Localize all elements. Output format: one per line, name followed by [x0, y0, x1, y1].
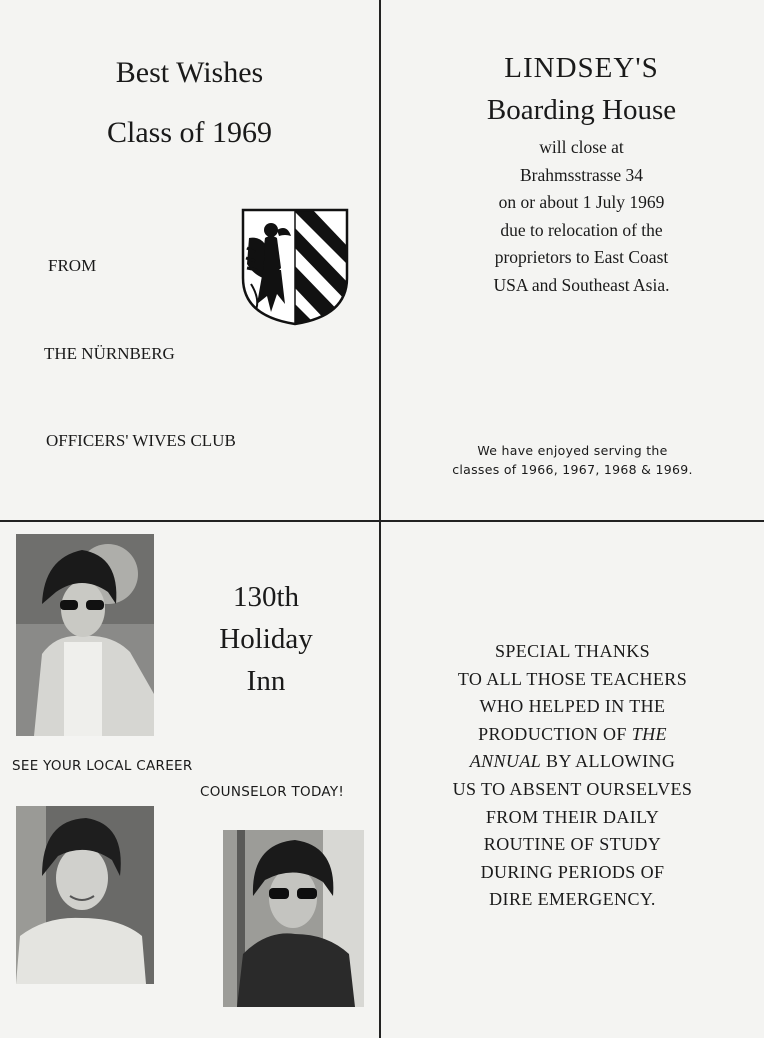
thanks-line: FROM THEIR DAILY: [485, 806, 660, 827]
holiday-inn-title: [196, 576, 336, 702]
title-line: Inn: [246, 665, 286, 697]
closing-notice: [381, 134, 764, 299]
thanks-text: BY ALLOWING: [546, 751, 676, 772]
thanks-text: PRODUCTION OF: [478, 723, 627, 744]
ad-bottom-right: [381, 638, 764, 914]
business-name: LINDSEY'S: [504, 52, 659, 84]
best-wishes-heading: Best Wishes: [115, 56, 264, 89]
title-line: Holiday: [219, 623, 313, 655]
thanks-line: SPECIAL THANKS: [494, 641, 651, 661]
thanks-line: ROUTINE OF STUDY: [483, 834, 662, 855]
org-line-2: OFFICERS' WIVES CLUB: [46, 431, 236, 450]
notice-line: USA and Southeast Asia.: [493, 274, 670, 295]
publication-title: ANNUAL: [469, 751, 542, 772]
title-line: 130th: [232, 581, 300, 613]
caption-line-2: COUNSELOR TODAY!: [200, 784, 345, 800]
horizontal-divider: [0, 520, 764, 522]
business-type: Boarding House: [486, 94, 677, 126]
notice-line: on or about 1 July 1969: [498, 192, 665, 212]
caption-line-1: SEE YOUR LOCAL CAREER: [12, 758, 193, 774]
thanks-line: DURING PERIODS OF: [480, 861, 665, 882]
thanks-line: DIRE EMERGENCY.: [489, 889, 656, 910]
notice-line: due to relocation of the: [500, 219, 663, 240]
thanks-line: [381, 748, 764, 776]
from-label: FROM: [48, 256, 97, 275]
nurnberg-crest-icon: [241, 208, 349, 326]
publication-title: THE: [631, 723, 667, 744]
closing-footer: [381, 441, 764, 479]
class-heading: Class of 1969: [107, 116, 272, 149]
notice-line: Brahmsstrasse 34: [520, 164, 643, 185]
notice-line: will close at: [539, 137, 624, 157]
footer-line: classes of 1966, 1967, 1968 & 1969.: [452, 462, 693, 477]
student-photo-3: [223, 830, 364, 1007]
footer-line: We have enjoyed serving the: [477, 443, 668, 458]
thanks-line: WHO HELPED IN THE: [479, 696, 666, 717]
thanks-line: TO ALL THOSE TEACHERS: [457, 668, 688, 689]
thanks-line: US TO ABSENT OURSELVES: [452, 778, 693, 799]
student-photo-2: [16, 806, 154, 984]
notice-line: proprietors to East Coast: [494, 247, 669, 267]
thanks-line: [381, 721, 764, 749]
org-line-1: THE NÜRNBERG: [44, 344, 175, 363]
student-photo-1: [16, 534, 154, 736]
